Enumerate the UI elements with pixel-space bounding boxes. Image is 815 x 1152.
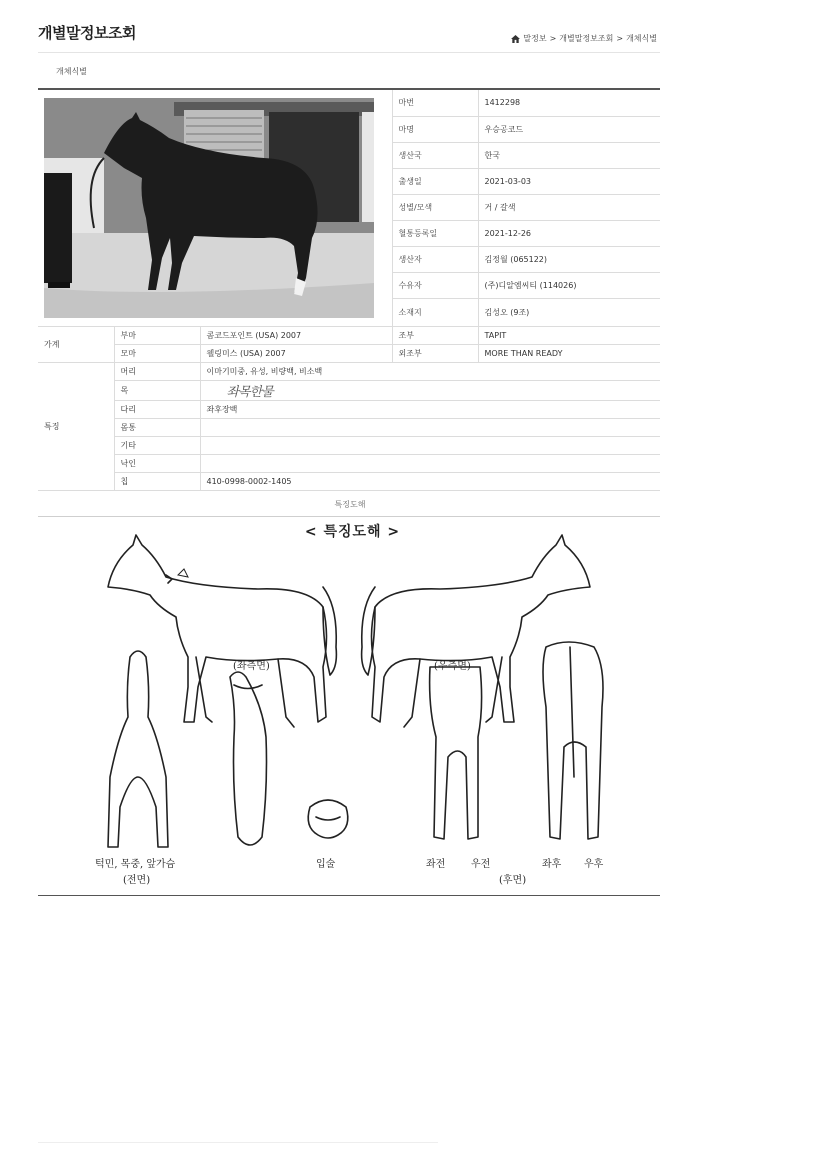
damsire-value: MORE THAN READY: [478, 345, 660, 363]
field-value: 거 / 갈색: [478, 194, 660, 220]
feature-value-legs: 좌후장백: [200, 401, 660, 419]
horse-info-table: [38, 90, 660, 491]
feature-value-neck: [200, 381, 660, 401]
field-label: 생산자: [392, 246, 478, 272]
feature-value-brand: [200, 455, 660, 473]
footer-divider: [38, 1142, 438, 1143]
label-right-side: (우측면): [434, 661, 471, 672]
header-divider: [38, 52, 660, 53]
handwritten-note: 좌목한물: [226, 385, 273, 400]
label-front-view: (전면): [123, 875, 151, 886]
feature-diagram: [38, 516, 660, 896]
label-left-side: (좌측면): [233, 661, 270, 672]
field-value: 김성오 (9조): [478, 298, 660, 326]
feature-label-body: 몸통: [114, 419, 200, 437]
field-label: 수유자: [392, 272, 478, 298]
damsire-label: 외조부: [392, 345, 478, 363]
field-value: (주)디알엠씨티 (114026): [478, 272, 660, 298]
feature-value-other: [200, 437, 660, 455]
feature-value-head: 이마기미중, 유성, 비량백, 비소백: [200, 363, 660, 381]
label-right-fore: 우전: [471, 859, 491, 870]
chevron-right-icon: >: [549, 34, 557, 43]
page-title: 개별말정보조회: [38, 24, 136, 42]
label-left-fore: 좌전: [426, 859, 446, 870]
field-label: 마명: [392, 116, 478, 142]
horse-photo-cell: [38, 90, 392, 327]
feature-label-brand: 낙인: [114, 455, 200, 473]
feature-label-legs: 다리: [114, 401, 200, 419]
feature-label-chip: 칩: [114, 473, 200, 491]
breadcrumb-item-horse-info[interactable]: 말정보: [523, 34, 547, 43]
field-label: 마번: [392, 90, 478, 116]
feature-label-neck: 목: [114, 381, 200, 401]
label-rear-view: (후면): [499, 875, 527, 886]
field-label: 혈통등록일: [392, 220, 478, 246]
tab-identification[interactable]: 개체식별: [56, 67, 87, 76]
feature-value-body: [200, 419, 660, 437]
dam-label: 모마: [114, 345, 200, 363]
sire-value: 콤코드포인트 (USA) 2007: [200, 327, 392, 345]
chevron-right-icon: >: [616, 34, 624, 43]
label-right-hind: 우후: [584, 859, 604, 870]
features-group-label: 특징: [38, 363, 114, 491]
field-value: 1412298: [478, 90, 660, 116]
dam-value: 웰링미스 (USA) 2007: [200, 345, 392, 363]
field-label: 생산국: [392, 142, 478, 168]
grandsire-label: 조부: [392, 327, 478, 345]
breadcrumb-item-individual-lookup[interactable]: 개별말정보조회: [559, 34, 614, 43]
sire-label: 부마: [114, 327, 200, 345]
breadcrumb: [511, 33, 657, 44]
field-label: 출생일: [392, 168, 478, 194]
pedigree-group-label: 가계: [38, 327, 114, 363]
label-lips: 입술: [316, 859, 336, 870]
diagram-title: < 특징도해 >: [304, 524, 401, 540]
label-left-hind: 좌후: [542, 859, 562, 870]
field-value: 우승공코드: [478, 116, 660, 142]
label-front-parts: 턱민, 목중, 앞가슴: [95, 859, 176, 870]
field-value: 한국: [478, 142, 660, 168]
horse-photo: [44, 98, 374, 318]
feature-label-other: 기타: [114, 437, 200, 455]
home-icon[interactable]: [511, 35, 520, 43]
breadcrumb-item-identification[interactable]: 개체식별: [626, 34, 657, 43]
field-value: 2021-03-03: [478, 168, 660, 194]
feature-label-head: 머리: [114, 363, 200, 381]
field-value: 2021-12-26: [478, 220, 660, 246]
horse-outline-diagram: [38, 517, 660, 895]
field-label: 성별/모색: [392, 194, 478, 220]
diagram-caption: 특징도해: [334, 500, 366, 509]
field-label: 소재지: [392, 298, 478, 326]
grandsire-value: TAPIT: [478, 327, 660, 345]
feature-value-chip: 410-0998-0002-1405: [200, 473, 660, 491]
field-value: 김정월 (065122): [478, 246, 660, 272]
